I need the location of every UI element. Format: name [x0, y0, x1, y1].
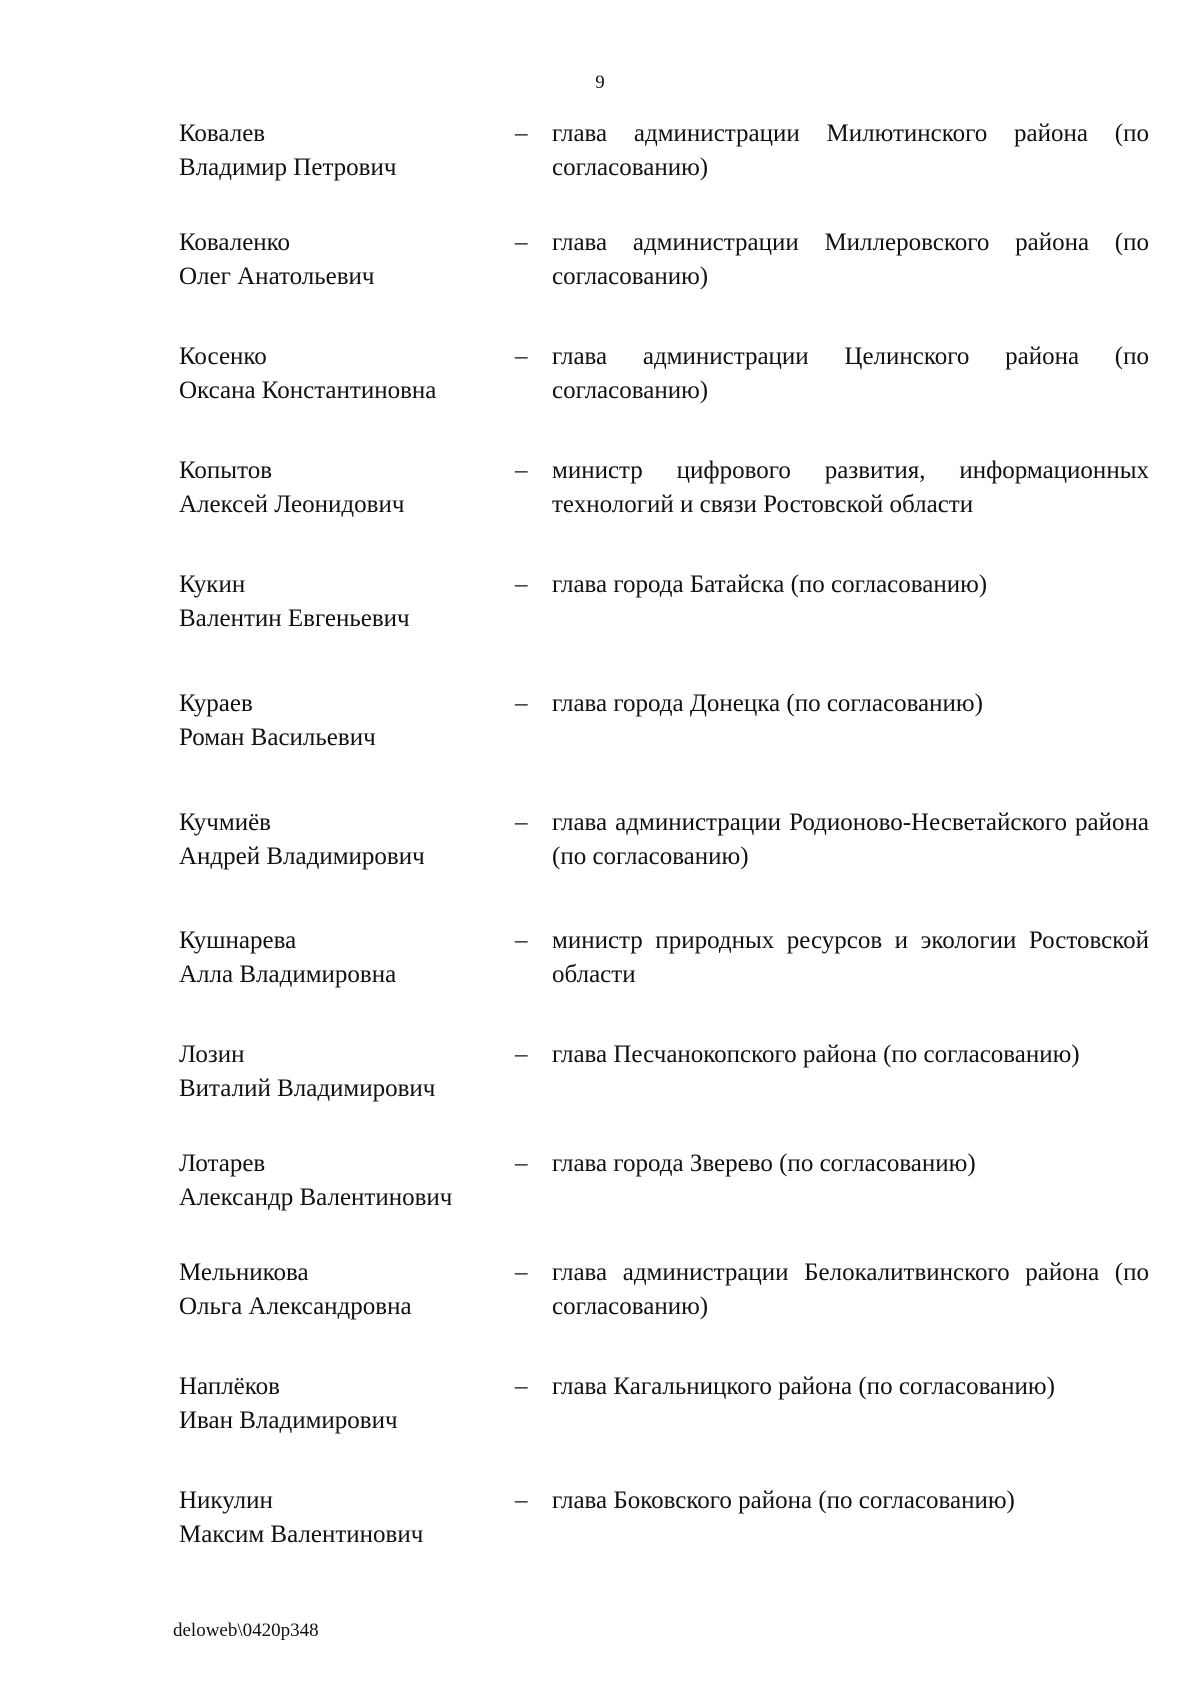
member-role: глава администрации Белокалитвинского района (по согласованию) [552, 1259, 1149, 1320]
member-name [179, 568, 509, 636]
member-surname: Наплёков [179, 1373, 280, 1400]
dash-separator: – [515, 1259, 528, 1286]
dash-separator: – [515, 690, 528, 717]
member-given-names: Олег Анатольевич [179, 263, 375, 290]
member-role: глава города Зверево (по согласованию) [552, 1150, 976, 1177]
member-role: глава Песчанокопского района (по согласованию) [552, 1041, 1080, 1068]
dash-separator: – [515, 571, 528, 598]
dash-separator: – [515, 809, 528, 836]
member-given-names: Валентин Евгеньевич [179, 605, 410, 632]
member-name [179, 1038, 509, 1106]
member-surname: Никулин [179, 1487, 273, 1514]
member-role: глава города Донецка (по согласованию) [552, 690, 983, 717]
document-reference: deloweb\0420p348 [173, 1620, 319, 1641]
member-name [179, 806, 509, 874]
dash-separator: – [515, 1041, 528, 1068]
member-role: глава Кагальницкого района (по согласованию) [552, 1373, 1055, 1400]
member-given-names: Андрей Владимирович [179, 843, 425, 870]
member-surname: Коваленко [179, 229, 291, 256]
member-given-names: Максим Валентинович [179, 1521, 424, 1548]
dash-separator: – [515, 343, 528, 370]
member-given-names: Иван Владимирович [179, 1407, 398, 1434]
member-name [179, 1147, 509, 1215]
member-name [179, 226, 509, 294]
member-given-names: Алла Владимировна [179, 961, 397, 988]
member-given-names: Ольга Александровна [179, 1293, 412, 1320]
member-given-names: Оксана Константиновна [179, 377, 437, 404]
member-role: глава администрации Миллеровского района (по согласованию) [552, 229, 1149, 290]
dash-separator: – [515, 1373, 528, 1400]
member-surname: Кушнарева [179, 927, 297, 954]
member-name [179, 1484, 509, 1552]
member-name [179, 340, 509, 408]
dash-separator: – [515, 229, 528, 256]
member-surname: Косенко [179, 343, 267, 370]
member-surname: Ковалев [179, 120, 266, 147]
member-surname: Лотарев [179, 1150, 266, 1177]
dash-separator: – [515, 120, 528, 147]
member-given-names: Владимир Петрович [179, 154, 397, 181]
member-role: глава администрации Целинского района (по согласованию) [552, 343, 1149, 404]
member-role: глава администрации Милютинского района (по согласованию) [552, 120, 1149, 181]
dash-separator: – [515, 1150, 528, 1177]
member-surname: Копытов [179, 457, 273, 484]
member-name [179, 924, 509, 992]
member-role: министр цифрового развития, информационных технологий и связи Ростовской области [552, 457, 1149, 518]
member-surname: Кучмиёв [179, 809, 271, 836]
dash-separator: – [515, 927, 528, 954]
dash-separator: – [515, 457, 528, 484]
member-given-names: Александр Валентинович [179, 1184, 453, 1211]
dash-separator: – [515, 1487, 528, 1514]
member-role: глава города Батайска (по согласованию) [552, 571, 988, 598]
member-surname: Кукин [179, 571, 246, 598]
page-number: 9 [595, 72, 605, 93]
member-name [179, 454, 509, 522]
member-name [179, 1256, 509, 1324]
member-surname: Мельникова [179, 1259, 309, 1286]
member-role: глава Боковского района (по согласованию) [552, 1487, 1015, 1514]
member-name [179, 1370, 509, 1438]
member-surname: Кураев [179, 690, 253, 717]
member-surname: Лозин [179, 1041, 245, 1068]
member-name [179, 117, 509, 185]
member-given-names: Алексей Леонидович [179, 491, 405, 518]
member-given-names: Роман Васильевич [179, 724, 376, 751]
member-given-names: Виталий Владимирович [179, 1075, 436, 1102]
member-role: глава администрации Родионово-Несветайского района (по согласованию) [552, 809, 1149, 870]
member-role: министр природных ресурсов и экологии Ростовской области [552, 927, 1149, 988]
member-name [179, 687, 509, 755]
